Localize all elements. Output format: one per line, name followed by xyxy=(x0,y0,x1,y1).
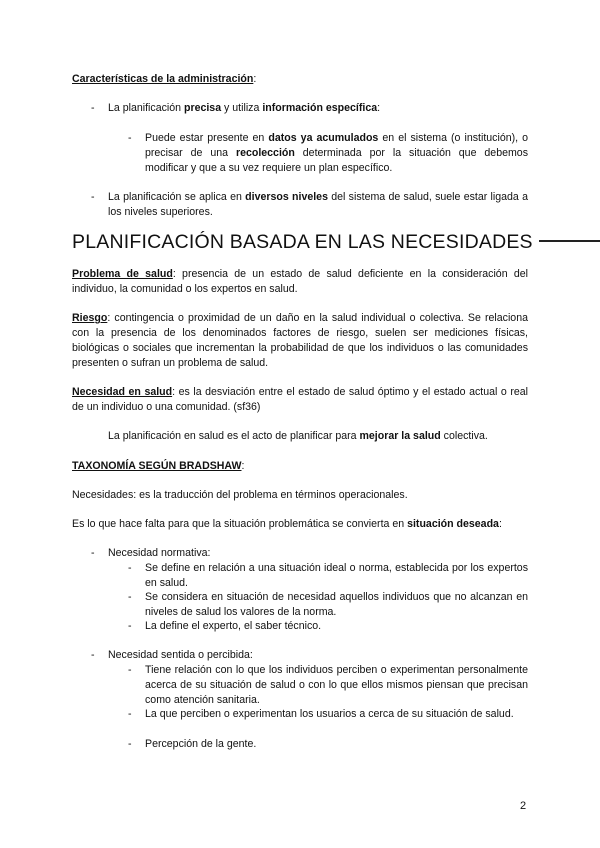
subbullet-dash: - xyxy=(128,591,132,603)
page-number: 2 xyxy=(520,800,527,812)
necesidades-definition: Necesidades: es la traducción del problema en términos operacionales. xyxy=(72,489,408,501)
definition-necesidad: Necesidad en salud: es la desviación entre el estado de salud óptimo y el estado actual o real de un individuo o una comunidad. (sf36) xyxy=(72,386,528,413)
subbullet-dash: - xyxy=(128,708,132,720)
normativa-item: Se considera en situación de necesidad aquellos individuos que no alcanzan en niveles de salud los valores de la norma. xyxy=(145,591,528,618)
subbullet-dash: - xyxy=(128,132,132,144)
sentida-item: Percepción de la gente. xyxy=(145,738,257,750)
admin-heading-bold: Características de la administración xyxy=(72,73,254,85)
bullet-dash: - xyxy=(91,191,95,203)
sentida-item: Tiene relación con lo que los individuos perciben o experimentan personalmente acerca de su situación de salud o con lo que ellos mismos piensan que precisan como atención sanitaria. xyxy=(145,664,528,706)
subbullet-dash: - xyxy=(128,738,132,750)
normativa-item: La define el experto, el saber técnico. xyxy=(145,620,322,632)
definition-riesgo: Riesgo: contingencia o proximidad de un daño en la salud individual o colectiva. Se relaciona con la presencia de los denominados factores de riesgo, suelen ser mediciones físicas, biológicas o sociales que incrementan la probabilidad de que los individuos o las comunidades presenten o sufran un problema de salud. xyxy=(72,312,528,369)
bullet-dash: - xyxy=(91,102,95,114)
bullet-diversos-niveles: La planificación se aplica en diversos niveles del sistema de salud, suele estar ligada a los niveles superiores. xyxy=(108,191,528,218)
sentida-item: La que perciben o experimentan los usuarios a cerca de su situación de salud. xyxy=(145,708,514,720)
taxonomia-heading: TAXONOMÍA SEGÚN BRADSHAW: xyxy=(72,460,245,472)
normativa-item: Se define en relación a una situación ideal o norma, establecida por los expertos en salud. xyxy=(145,562,528,589)
sentida-label: Necesidad sentida o percibida: xyxy=(108,649,253,661)
normativa-label: Necesidad normativa: xyxy=(108,547,211,559)
bullet-dash: - xyxy=(91,649,95,661)
definition-problema: Problema de salud: presencia de un estado de salud deficiente en la consideración del individuo, la comunidad o los expertos en salud. xyxy=(72,268,528,295)
bullet-dash: - xyxy=(91,547,95,559)
admin-heading: Características de la administración: xyxy=(72,73,257,85)
subbullet-dash: - xyxy=(128,620,132,632)
section-title-rule xyxy=(539,240,600,242)
situacion-deseada-line: Es lo que hace falta para que la situación problemática se convierta en situación deseada: xyxy=(72,518,502,530)
subbullet-dash: - xyxy=(128,562,132,574)
section-title: PLANIFICACIÓN BASADA EN LAS NECESIDADES xyxy=(72,230,600,254)
bullet-planificacion-precisa: La planificación precisa y utiliza información específica: xyxy=(108,102,381,114)
planificacion-statement: La planificación en salud es el acto de planificar para mejorar la salud colectiva. xyxy=(108,430,488,442)
subbullet-dash: - xyxy=(128,664,132,676)
subbullet-datos: Puede estar presente en datos ya acumulados en el sistema (o institución), o precisar de una recolección determinada por la situación que debemos modificar y que a su vez requiere un plan específico. xyxy=(145,132,529,174)
